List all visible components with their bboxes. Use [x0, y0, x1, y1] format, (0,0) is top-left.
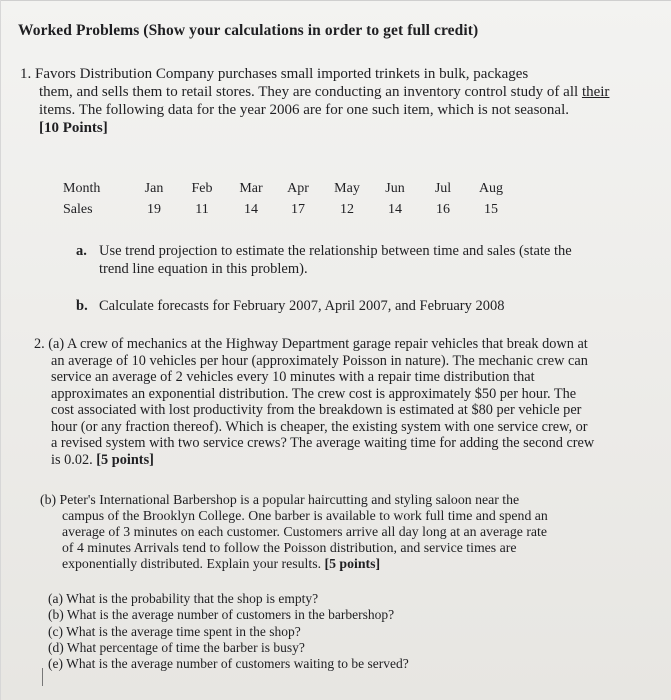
page-edge-left [0, 0, 1, 700]
q1a-line-2: trend line equation in this problem). [99, 261, 308, 277]
list-item: (b) What is the average number of customers in the barbershop? [48, 607, 395, 623]
q2a-line: approximates an exponential distribution. The crew cost is approximately $50 per hour. The [51, 385, 577, 402]
q2b-line: average of 3 minutes on each customer. Customers arrive all day long at an average rate [62, 524, 547, 539]
month-cell: Jan [144, 181, 164, 196]
list-item: (c) What is the average time spent in the shop? [48, 623, 301, 639]
sales-cell: 19 [147, 202, 161, 217]
month-cell: Aug [478, 181, 504, 196]
sales-cell: 14 [244, 202, 258, 217]
sales-cell: 11 [195, 202, 209, 217]
month-cell: Mar [239, 181, 263, 196]
month-cell: Feb [191, 181, 213, 196]
list-item: (a) What is the probability that the shop is empty? [48, 591, 319, 606]
question-1a [76, 242, 646, 282]
q2a-last-line: is 0.02. [5 points] [51, 451, 154, 468]
question-1 [20, 65, 665, 137]
sales-cell: 17 [291, 202, 305, 217]
question-2a [34, 336, 644, 468]
month-cell: Jul [434, 181, 452, 196]
q2a-line: hour (or any fraction thereof). Which is cheaper, the existing system with one service crew, or [51, 418, 588, 435]
q2a-line: 2. (a) A crew of mechanics at the Highway Department garage repair vehicles that break down at [34, 336, 588, 352]
row-label-sales: Sales [63, 202, 93, 217]
question-1b [76, 297, 646, 317]
q1-line-2: them, and sells them to retail stores. They are conducting an inventory control study of all their [39, 84, 610, 100]
q2b-line: of 4 minutes Arrivals tend to follow the Poisson distribution, and service times are [62, 540, 517, 555]
q2b-line: (b) Peter's International Barbershop is a popular haircutting and styling saloon near the [40, 492, 520, 507]
row-label-month: Month [63, 181, 101, 196]
sales-cell: 14 [388, 202, 402, 217]
sales-cell: 16 [436, 202, 450, 217]
q2a-line: an average of 10 vehicles per hour (approximately Poisson in nature). The mechanic crew can [51, 352, 588, 369]
question-2b [40, 492, 610, 572]
sales-cell: 12 [340, 202, 354, 217]
q2a-line: service an average of 2 vehicles every 10 minutes with a repair time distribution that [51, 369, 535, 385]
q1-line-3: items. The following data for the year 2006 are for one such item, which is not seasonal. [39, 102, 569, 118]
text-cursor [42, 668, 43, 686]
q2b-points: [5 points] [324, 556, 381, 571]
q2b-subquestions [48, 591, 409, 672]
q2b-line: campus of the Brooklyn College. One barber is available to work full time and spend an [62, 508, 548, 523]
page-edge-top [0, 0, 671, 1]
list-item: (d) What percentage of time the barber is busy? [48, 639, 305, 655]
list-item: (e) What is the average number of customers waiting to be served? [48, 656, 409, 672]
q1a-marker: a. [76, 243, 87, 259]
month-cell: May [334, 181, 360, 196]
q1b-text: Calculate forecasts for February 2007, April 2007, and February 2008 [99, 298, 505, 314]
q1-underlined-word: their [581, 84, 610, 100]
q2b-last-line: exponentially distributed. Explain your results. [5 points] [62, 556, 381, 571]
q2a-points: [5 points] [96, 451, 154, 468]
q1a-line-1: Use trend projection to estimate the relationship between time and sales (state the [99, 243, 572, 259]
sales-cell: 15 [484, 202, 498, 217]
month-cell: Jun [385, 181, 405, 196]
worksheet-title: Worked Problems (Show your calculations in order to get full credit) [18, 22, 479, 39]
q1-line-1: 1. Favors Distribution Company purchases small imported trinkets in bulk, packages [20, 66, 529, 82]
q1-points: [10 Points] [39, 120, 108, 136]
q2a-line: cost associated with lost productivity from the breakdown is estimated at $80 per vehicle per [51, 402, 582, 418]
month-cell: Apr [287, 181, 309, 196]
q2a-line: a revised system with two service crews? The average waiting time for adding the second crew [51, 435, 595, 451]
q1b-marker: b. [76, 298, 88, 314]
